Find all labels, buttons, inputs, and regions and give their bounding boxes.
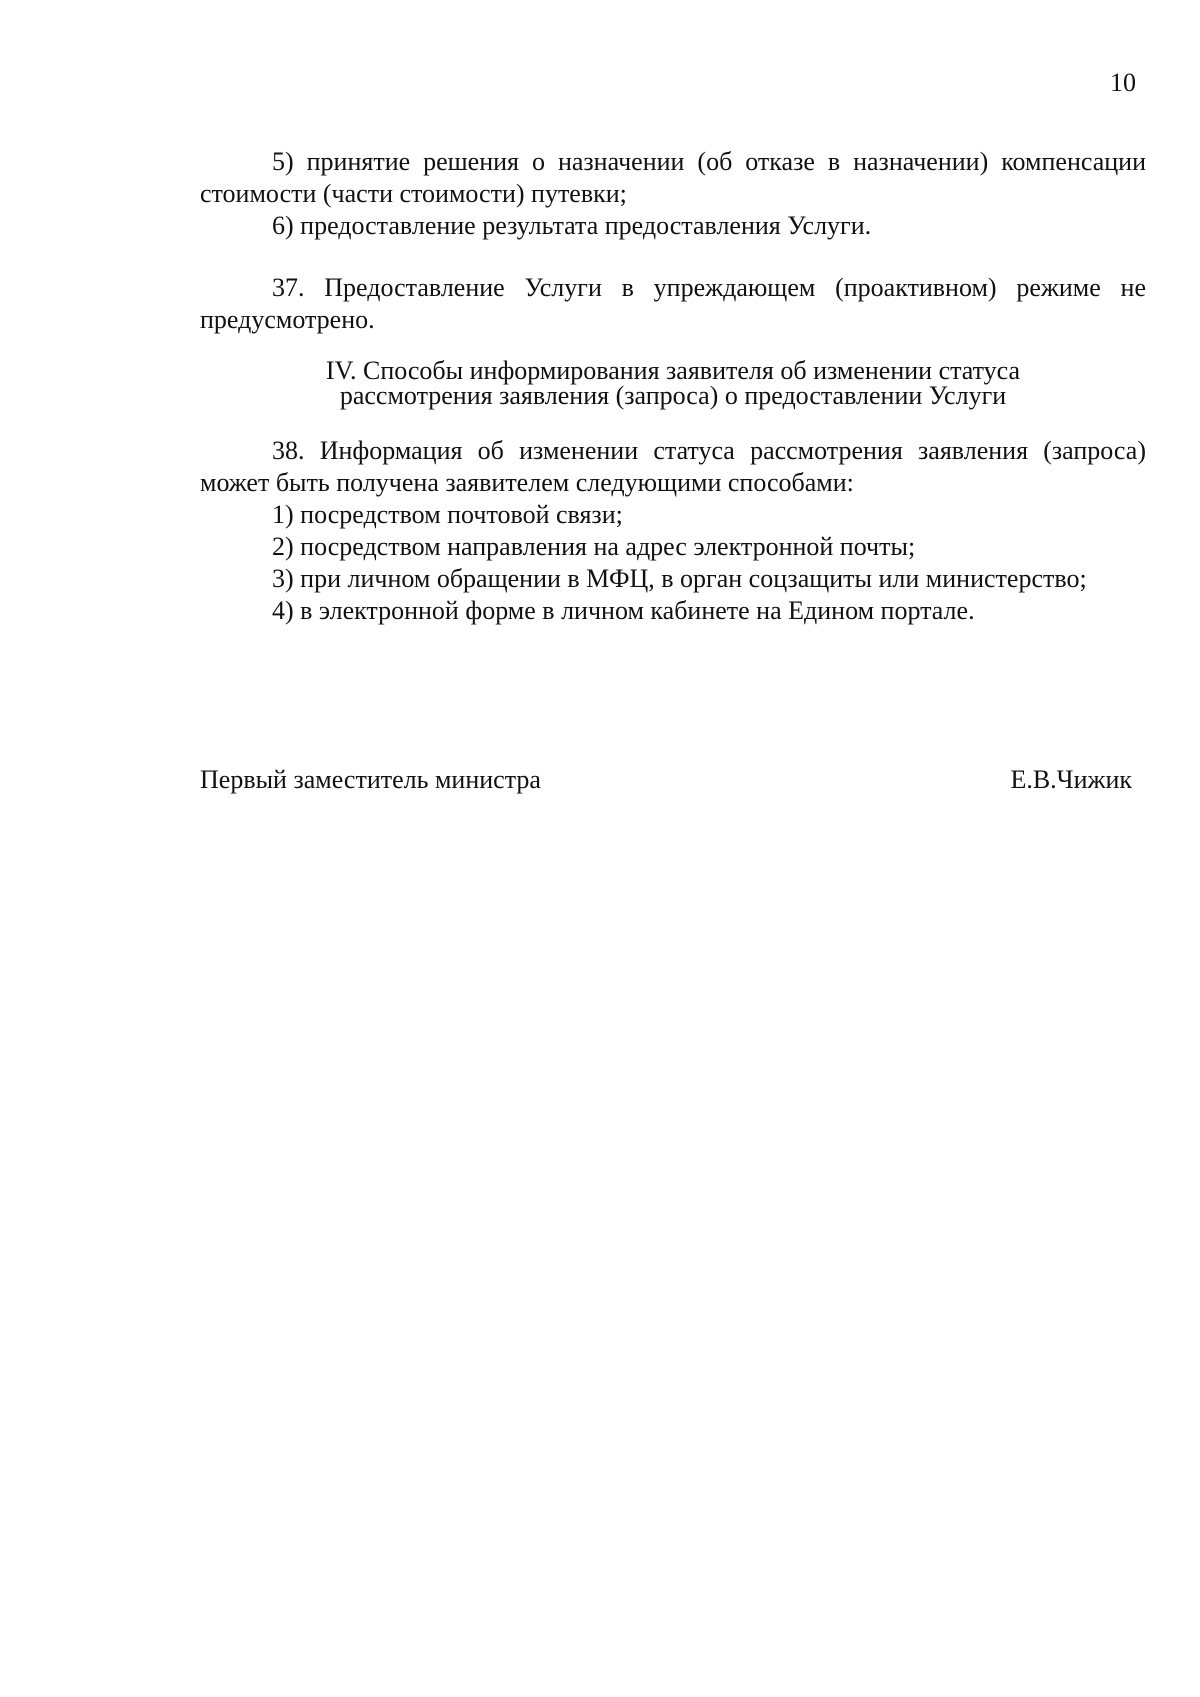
document-body bbox=[200, 146, 1146, 627]
page-number: 10 bbox=[1110, 68, 1136, 97]
step-5: 5) принятие решения о назначении (об отказе в назначении) компенсации стоимости (части стоимости) путевки; bbox=[200, 147, 1146, 208]
method-2: 2) посредством направления на адрес электронной почты; bbox=[272, 532, 916, 561]
clause-37: 37. Предоставление Услуги в упреждающем (проактивном) режиме не предусмотрено. bbox=[200, 273, 1146, 334]
step-6: 6) предоставление результата предоставления Услуги. bbox=[272, 211, 872, 240]
method-1: 1) посредством почтовой связи; bbox=[272, 500, 623, 529]
section-heading-line-2: рассмотрения заявления (запроса) о предоставлении Услуги bbox=[339, 381, 1007, 410]
section-heading-line-1: IV. Способы информирования заявителя об изменении статуса bbox=[325, 356, 1021, 385]
method-4: 4) в электронной форме в личном кабинете на Едином портале. bbox=[272, 596, 975, 625]
signatory-position: Первый заместитель министра bbox=[200, 765, 541, 794]
clause-38-intro: 38. Информация об изменении статуса рассмотрения заявления (запроса) может быть получена заявителем следующими способами: bbox=[200, 436, 1146, 497]
signatory-name: Е.В.Чижик bbox=[1010, 765, 1132, 794]
section-heading bbox=[200, 358, 1146, 408]
method-3: 3) при личном обращении в МФЦ, в орган соцзащиты или министерство; bbox=[272, 564, 1087, 593]
